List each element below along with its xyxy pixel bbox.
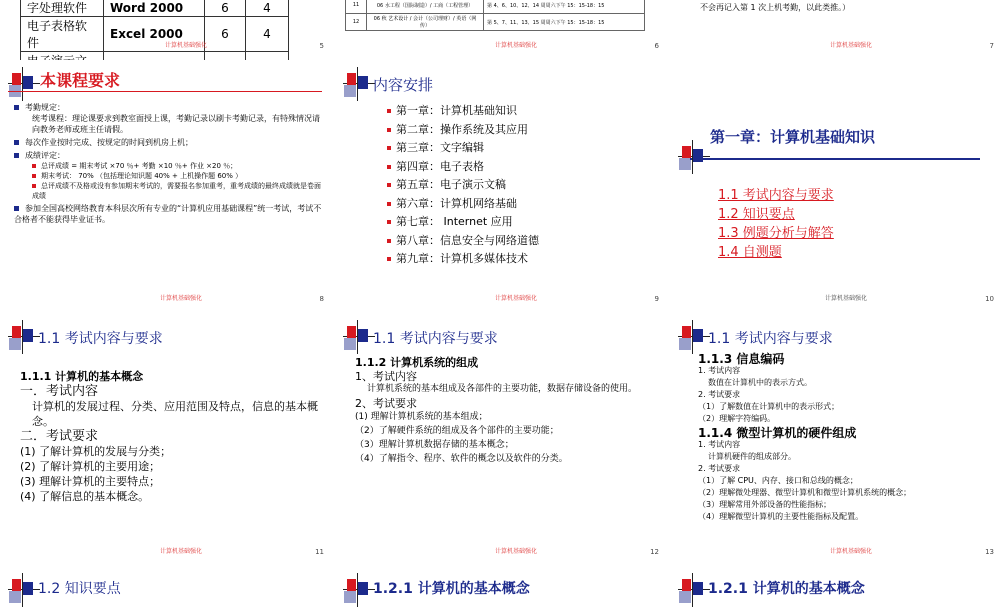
slide-footer: 计算机基础强化	[830, 42, 873, 49]
list-item: 统考课程：理论课要求到教室面授上课，考勤记录以刷卡考勤记录，有特殊情况请向教务老师或班主任请假。	[32, 114, 320, 134]
list-item: （2）理解字符编码。	[698, 414, 776, 423]
page-number: 7	[989, 42, 994, 50]
list-item: 第一章：计算机基础知识	[387, 102, 539, 121]
slide-body: 1.1.3 信息编码 1. 考试内容 数值在计算机中的表示方式。 2. 考试要求 （1）了解数值在计算机中的表示形式； （2）理解字符编码。 1.1.4 微型计算机的硬件组成 1. 考试内容 计算机硬件的组成部分。 2. 考试要求 （1）了解 CPU、内存、接口和总线的概念； （2）理解微处理器、微型计算机和微型计算机系统的概念； （3）理解常用外部设备的性能指标； （4）理解微型计算机的主要性能指标及配置。	[698, 353, 996, 523]
list-item: 总评成绩不及格或没有参加期末考试的，需要报名参加重考，重考成绩的最终成绩就是卷面成绩	[32, 182, 321, 200]
section-heading: 二．考试要求	[20, 429, 99, 444]
slide-9[interactable]	[335, 60, 665, 308]
slide-note: 不会再记入第 1 次上机考勤，以此类推。）	[700, 3, 851, 12]
list-item: 参加全国高校网络教育本科层次所有专业的“计算机应用基础课程”统一考试，考试不合格者不能获得毕业证书。	[14, 204, 322, 224]
list-item: 第九章：计算机多媒体技术	[387, 250, 539, 269]
table-row: 电子表格软件 Excel 2000 6 4	[21, 17, 289, 52]
section-heading: 2、考试要求	[355, 396, 417, 410]
slide-footer: 计算机基础强化	[495, 295, 538, 302]
slide-body	[355, 356, 655, 466]
list-item: （2）理解微处理器、微型计算机和微型计算机系统的概念；	[698, 488, 912, 497]
list-item: (1) 了解计算机的发展与分类；	[20, 445, 172, 458]
page-number: 9	[654, 295, 659, 303]
page-number: 12	[650, 548, 659, 556]
toc-links	[718, 186, 834, 262]
section-heading: 1.1.2 计算机系统的组成	[355, 356, 479, 369]
list-item: 第八章：信息安全与网络道德	[387, 232, 539, 251]
slide-13[interactable]	[670, 313, 1000, 561]
toc-link[interactable]: 1.1 考试内容与要求	[718, 188, 834, 203]
slide-6[interactable]	[335, 0, 665, 55]
list-item: 第六章：计算机网络基础	[387, 195, 539, 214]
slide-title: 1.2 知识要点	[38, 581, 121, 597]
list-item: (1) 理解计算机系统的基本组成；	[355, 412, 488, 422]
list-item: （1）了解数值在计算机中的表示形式；	[698, 402, 840, 411]
list-item: 第四章：电子表格	[387, 158, 539, 177]
list-item: (2) 了解计算机的主要用途；	[20, 460, 161, 473]
title-divider	[690, 158, 980, 160]
list-item: (4) 了解信息的基本概念。	[20, 490, 150, 503]
page-number: 8	[319, 295, 324, 303]
slide-8[interactable]	[0, 60, 330, 308]
list-item: 第七章： Internet 应用	[387, 213, 539, 232]
slide-title: 内容安排	[373, 76, 434, 94]
section-heading: 1.1.1 计算机的基本概念	[20, 370, 144, 383]
chapter-list	[387, 102, 539, 269]
list-item: （2）了解硬件系统的组成及各个部件的主要功能；	[355, 426, 559, 436]
toc-link[interactable]: 1.2 知识要点	[718, 207, 795, 222]
list-item: （1）了解 CPU、内存、接口和总线的概念；	[698, 476, 858, 485]
list-item: （4）了解指令、程序、软件的概念以及软件的分类。	[355, 454, 568, 464]
list-item: 期末考试： 70% （包括理论知识题 40% + 上机操作题 60% ）	[32, 171, 324, 181]
slide-title: 本课程要求	[40, 71, 121, 90]
slide-title: 1.2.1 计算机的基本概念	[708, 581, 865, 597]
schedule-table	[345, 0, 645, 31]
slide-16[interactable]	[670, 566, 1000, 600]
list-item: 成绩评定：	[14, 150, 324, 161]
page-number: 13	[985, 548, 994, 556]
list-item: 每次作业按时完成、按规定的时间到机房上机；	[14, 137, 324, 148]
page-number: 6	[654, 42, 659, 50]
section-heading: 1.1.3 信息编码	[698, 352, 785, 366]
list-item: 第三章：文字编辑	[387, 139, 539, 158]
section-heading: 1.1.4 微型计算机的硬件组成	[698, 426, 857, 440]
slide-footer: 计算机基础强化	[495, 548, 538, 555]
slide-footer: 计算机基础强化	[160, 295, 203, 302]
page-number: 10	[985, 295, 994, 303]
slide-10[interactable]	[670, 60, 1000, 308]
table-row: 字处理软件 Word 2000 6 4	[21, 0, 289, 17]
slide-footer: 计算机基础强化	[830, 548, 873, 555]
table-row: 12 06 秋 艺术设计 / 会计（公司理财）/ 英语（网传） 第 5、7、11、13、15 周周六下午 15：15-18：15	[346, 14, 645, 31]
toc-link[interactable]: 1.3 例题分析与解答	[718, 226, 834, 241]
slide-title: 1.1 考试内容与要求	[708, 331, 833, 347]
slide-15[interactable]	[335, 566, 665, 600]
slide-12[interactable]	[335, 313, 665, 561]
slide-body	[14, 102, 324, 225]
page-number: 11	[315, 548, 324, 556]
table-row: 11 06 水工程（国际制造）/ 工商（工程管理） 第 4、6、10、12、14 周周六下午 15：15-18：15	[346, 0, 645, 14]
section-heading: 一．考试内容	[20, 384, 99, 399]
list-item: （3）理解计算机数据存储的基本概念；	[355, 440, 514, 450]
slide-11[interactable]	[0, 313, 330, 561]
list-item: （3）理解常用外部设备的性能指标；	[698, 500, 832, 509]
slide-title: 1.2.1 计算机的基本概念	[373, 581, 530, 597]
slide-title: 1.1 考试内容与要求	[373, 331, 498, 347]
slide-body	[20, 369, 320, 504]
slide-footer: 计算机基础强化	[165, 42, 208, 49]
list-item: 总评成绩 = 期末考试 ×70 ％+ 考勤 ×10 ％+ 作业 ×20 ％；	[32, 161, 324, 171]
section-heading: 1、考试内容	[355, 369, 417, 383]
title-divider	[8, 91, 322, 92]
slide-5[interactable]	[0, 0, 330, 55]
list-item: （4）理解微型计算机的主要性能指标及配置。	[698, 512, 864, 521]
list-item: (3) 理解计算机的主要特点；	[20, 475, 161, 488]
slide-14[interactable]	[0, 566, 330, 600]
list-item: 考勤规定：	[14, 102, 324, 113]
slide-footer: 计算机基础强化	[825, 295, 868, 302]
page-number: 5	[319, 42, 324, 50]
slide-footer: 计算机基础强化	[160, 548, 203, 555]
paragraph: 计算机的发展过程、分类、应用范围及特点，信息的基本概念。	[32, 400, 318, 428]
slide-title: 第一章：计算机基础知识	[710, 128, 876, 146]
slide-title: 1.1 考试内容与要求	[38, 331, 163, 347]
slide-footer: 计算机基础强化	[495, 42, 538, 49]
toc-link[interactable]: 1.4 自测题	[718, 245, 782, 260]
list-item: 第五章：电子演示文稿	[387, 176, 539, 195]
list-item: 第二章：操作系统及其应用	[387, 121, 539, 140]
paragraph: 计算机系统的基本组成及各部件的主要功能，数据存储设备的使用。	[367, 384, 638, 394]
slide-decoration-icon	[674, 138, 718, 182]
slide-7[interactable]	[670, 0, 1000, 55]
